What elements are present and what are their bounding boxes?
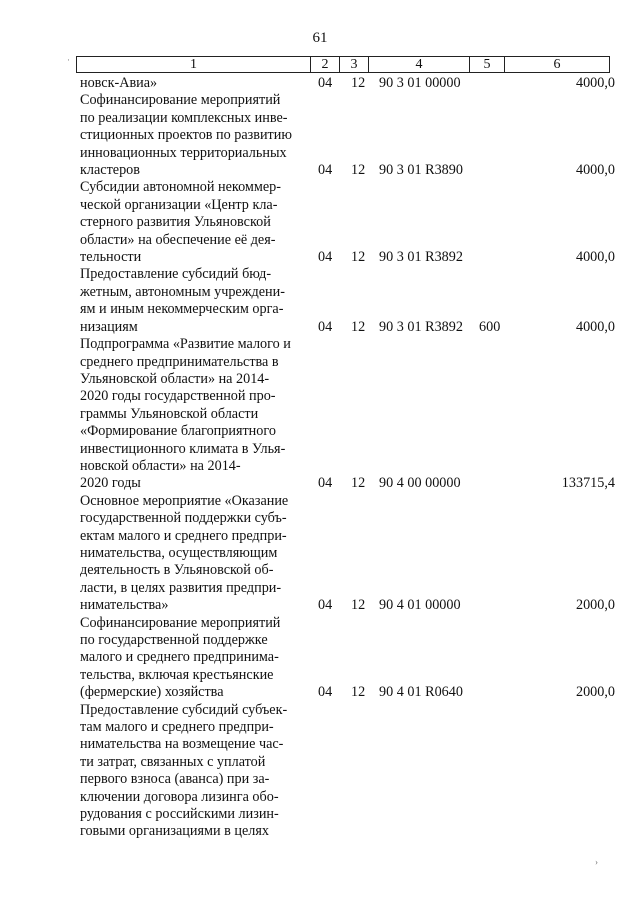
header-col-5: 5 [470, 57, 505, 73]
target-article-code: 90 4 01 00000 [379, 597, 461, 614]
section-code: 04 [318, 75, 333, 91]
subsection-code: 12 [351, 684, 366, 701]
header-col-6: 6 [505, 57, 610, 73]
amount: 133715,4 [561, 475, 615, 492]
target-article-code: 90 3 01 R3892 [379, 318, 463, 335]
description-line: инвестиционного климата в Улья- [80, 440, 286, 457]
header-col-3: 3 [340, 57, 369, 73]
description-line: кластеров [80, 162, 140, 179]
description-line: ти затрат, связанных с уплатой [80, 753, 266, 770]
subsection-code: 12 [351, 75, 366, 91]
description-line: нимательства» [80, 597, 169, 614]
description-line: нимательства, осуществляющим [80, 544, 278, 561]
subsection-code: 12 [351, 475, 366, 492]
description-line: государственной поддержки субъ- [80, 510, 287, 527]
description-line: новской области» на 2014- [80, 457, 241, 474]
description-line: по государственной поддержке [80, 632, 268, 648]
header-col-1: 1 [77, 57, 311, 73]
description-line: жетным, автономным учреждени- [80, 283, 285, 300]
description-line: ям и иным некоммерческим орга- [80, 301, 284, 318]
table-row [80, 92, 615, 179]
description-line: Софинансирование мероприятий [80, 92, 281, 109]
description-line: тельства, включая крестьянские [80, 666, 274, 683]
expense-type-code: 600 [479, 318, 501, 335]
amount: 2000,0 [575, 597, 615, 614]
description-line: малого и среднего предпринима- [80, 649, 279, 666]
row-description [80, 702, 310, 841]
table-row [80, 493, 615, 615]
row-description [80, 92, 310, 179]
subsection-code: 12 [351, 162, 366, 179]
scan-speck: · [67, 55, 70, 65]
row-description [80, 75, 310, 92]
description-line: первого взноса (аванса) при за- [80, 771, 270, 788]
description-line: стерного развития Ульяновской [80, 214, 271, 231]
table-row [80, 702, 615, 841]
section-code: 04 [318, 162, 333, 179]
amount: 4000,0 [575, 162, 615, 179]
description-line: «Формирование благоприятного [80, 423, 276, 440]
description-line: инновационных территориальных [80, 144, 287, 161]
description-line: Предоставление субсидий бюд- [80, 266, 272, 283]
target-article-code: 90 4 01 R0640 [379, 684, 463, 701]
amount: 4000,0 [575, 318, 615, 335]
table-row [80, 75, 615, 92]
table-row [80, 179, 615, 266]
description-line: ласти, в целях развития предпри- [80, 579, 282, 596]
section-code: 04 [318, 318, 333, 335]
subsection-code: 12 [351, 318, 366, 335]
section-code: 04 [318, 684, 333, 701]
row-description [80, 266, 310, 336]
description-line: Субсидии автономной некоммер- [80, 179, 281, 196]
section-code: 04 [318, 597, 333, 614]
table-row [80, 336, 615, 493]
target-article-code: 90 3 01 R3892 [379, 249, 463, 266]
row-description [80, 615, 310, 702]
description-line: Основное мероприятие «Оказание [80, 492, 289, 509]
description-line: области» на обеспечение её дея- [80, 231, 276, 248]
table-row [80, 615, 615, 702]
description-line: Софинансирование мероприятий [80, 614, 281, 631]
description-line: тельности [80, 249, 142, 266]
description-line: новск-Авиа» [80, 75, 158, 91]
description-line: 2020 годы государственной про- [80, 388, 276, 405]
subsection-code: 12 [351, 249, 366, 266]
description-line: 2020 годы [80, 475, 141, 492]
amount: 2000,0 [575, 684, 615, 701]
description-line: говыми организациями в целях [80, 823, 269, 840]
description-line: нимательства на возмещение час- [80, 736, 284, 753]
description-line: ческой организации «Центр кла- [80, 196, 278, 213]
section-code: 04 [318, 249, 333, 266]
description-line: ключении договора лизинга обо- [80, 788, 279, 805]
description-line: граммы Ульяновской области [80, 405, 259, 422]
description-line: среднего предпринимательства в [80, 353, 279, 370]
page-number: 61 [312, 30, 328, 46]
table-body [80, 75, 615, 841]
target-article-code: 90 3 01 00000 [379, 75, 461, 91]
row-description [80, 336, 310, 493]
description-line: там малого и среднего предпри- [80, 719, 274, 736]
row-description [80, 179, 310, 266]
description-line: Подпрограмма «Развитие малого и [80, 336, 291, 353]
description-line: Предоставление субсидий субъек- [80, 701, 288, 718]
description-line: Ульяновской области» на 2014- [80, 370, 270, 387]
table-row [80, 266, 615, 336]
amount: 4000,0 [575, 249, 615, 266]
description-line: рудования с российскими лизин- [80, 806, 279, 823]
description-line: низациям [80, 318, 138, 335]
header-col-2: 2 [311, 57, 340, 73]
subsection-code: 12 [351, 597, 366, 614]
section-code: 04 [318, 475, 333, 492]
header-col-4: 4 [369, 57, 470, 73]
row-description [80, 493, 310, 615]
table-header [76, 56, 610, 73]
scan-speck: › [595, 857, 598, 867]
amount: 4000,0 [575, 75, 615, 91]
description-line: стиционных проектов по развитию [80, 127, 292, 144]
target-article-code: 90 3 01 R3890 [379, 162, 463, 179]
description-line: ектам малого и среднего предпри- [80, 527, 287, 544]
target-article-code: 90 4 00 00000 [379, 475, 461, 492]
description-line: по реализации комплексных инве- [80, 109, 288, 126]
description-line: (фермерские) хозяйства [80, 684, 224, 701]
description-line: деятельность в Ульяновской об- [80, 562, 274, 579]
